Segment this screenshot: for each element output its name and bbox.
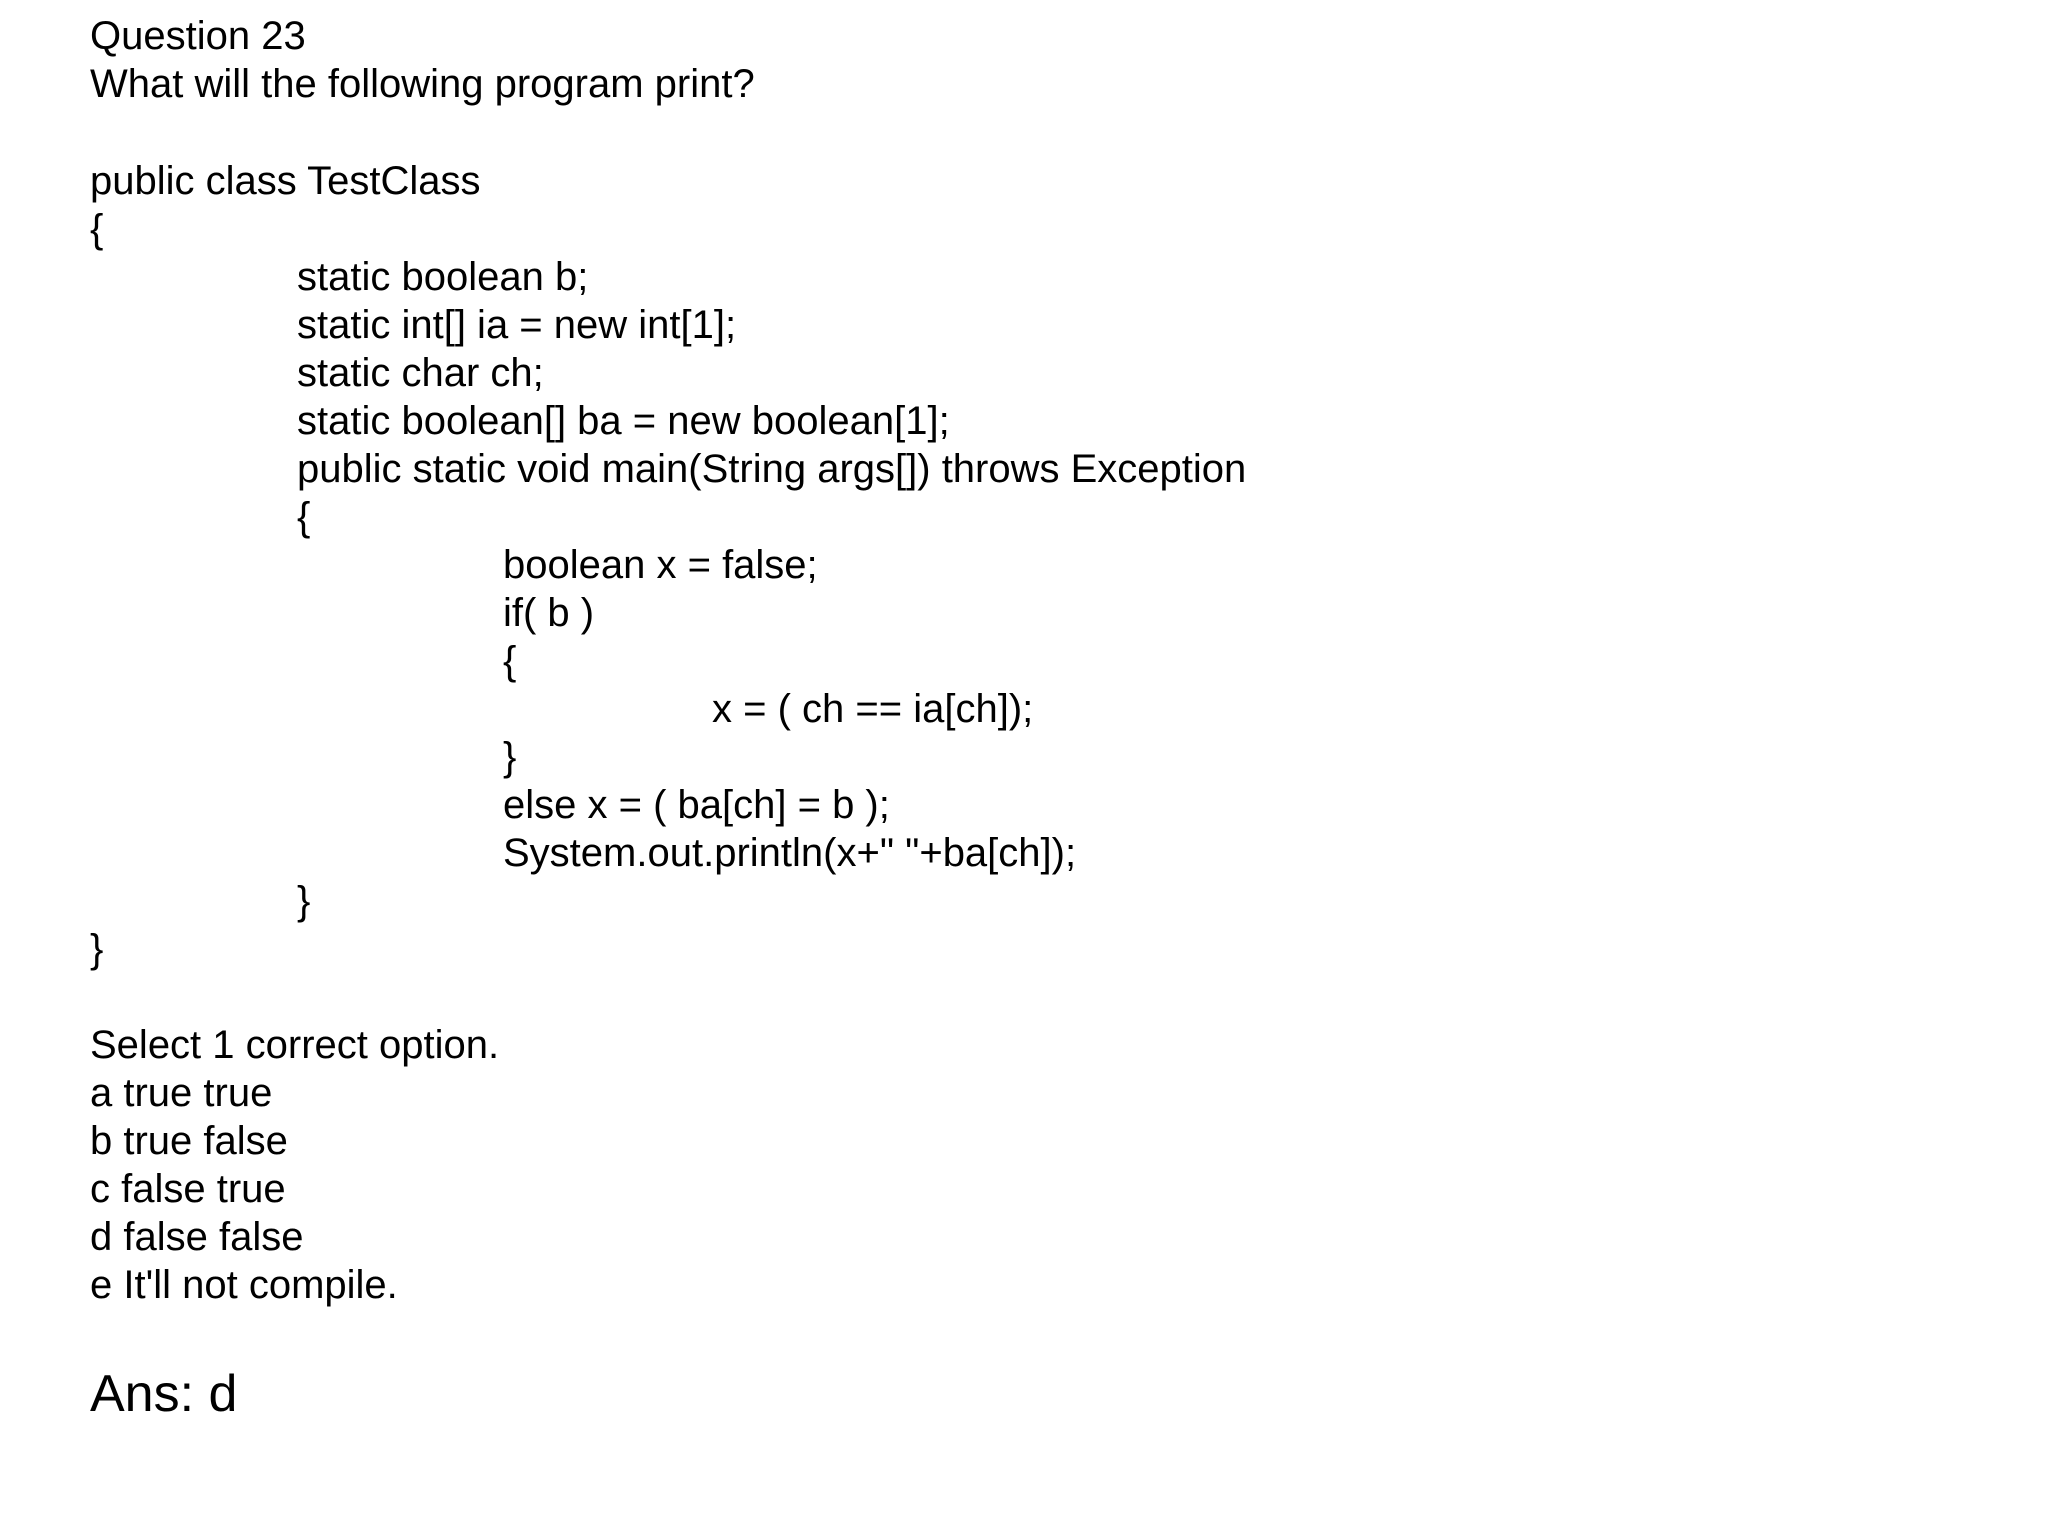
question-prompt: What will the following program print? — [90, 62, 755, 106]
option-a: a true true — [90, 1071, 273, 1115]
code-line: static char ch; — [297, 351, 544, 395]
option-b: b true false — [90, 1119, 288, 1163]
question-title: Question 23 — [90, 14, 306, 58]
code-line: boolean x = false; — [503, 543, 818, 587]
option-c: c false true — [90, 1167, 286, 1211]
code-line: { — [297, 495, 311, 539]
code-line: } — [90, 927, 104, 971]
code-line: static boolean[] ba = new boolean[1]; — [297, 399, 950, 443]
answer-text: Ans: d — [90, 1365, 238, 1423]
code-line: else x = ( ba[ch] = b ); — [503, 783, 890, 827]
code-line: } — [503, 735, 517, 779]
code-line: public static void main(String args[]) throws Exception — [297, 447, 1247, 491]
code-line: System.out.println(x+" "+ba[ch]); — [503, 831, 1077, 875]
option-instruction: Select 1 correct option. — [90, 1023, 500, 1067]
code-line: { — [90, 207, 104, 251]
code-line: x = ( ch == ia[ch]); — [712, 687, 1034, 731]
code-line: static int[] ia = new int[1]; — [297, 303, 737, 347]
code-line: public class TestClass — [90, 159, 481, 203]
code-line: static boolean b; — [297, 255, 589, 299]
option-e: e It'll not compile. — [90, 1263, 398, 1307]
code-line: { — [503, 639, 517, 683]
code-line: if( b ) — [503, 591, 595, 635]
code-line: } — [297, 879, 311, 923]
option-d: d false false — [90, 1215, 304, 1259]
